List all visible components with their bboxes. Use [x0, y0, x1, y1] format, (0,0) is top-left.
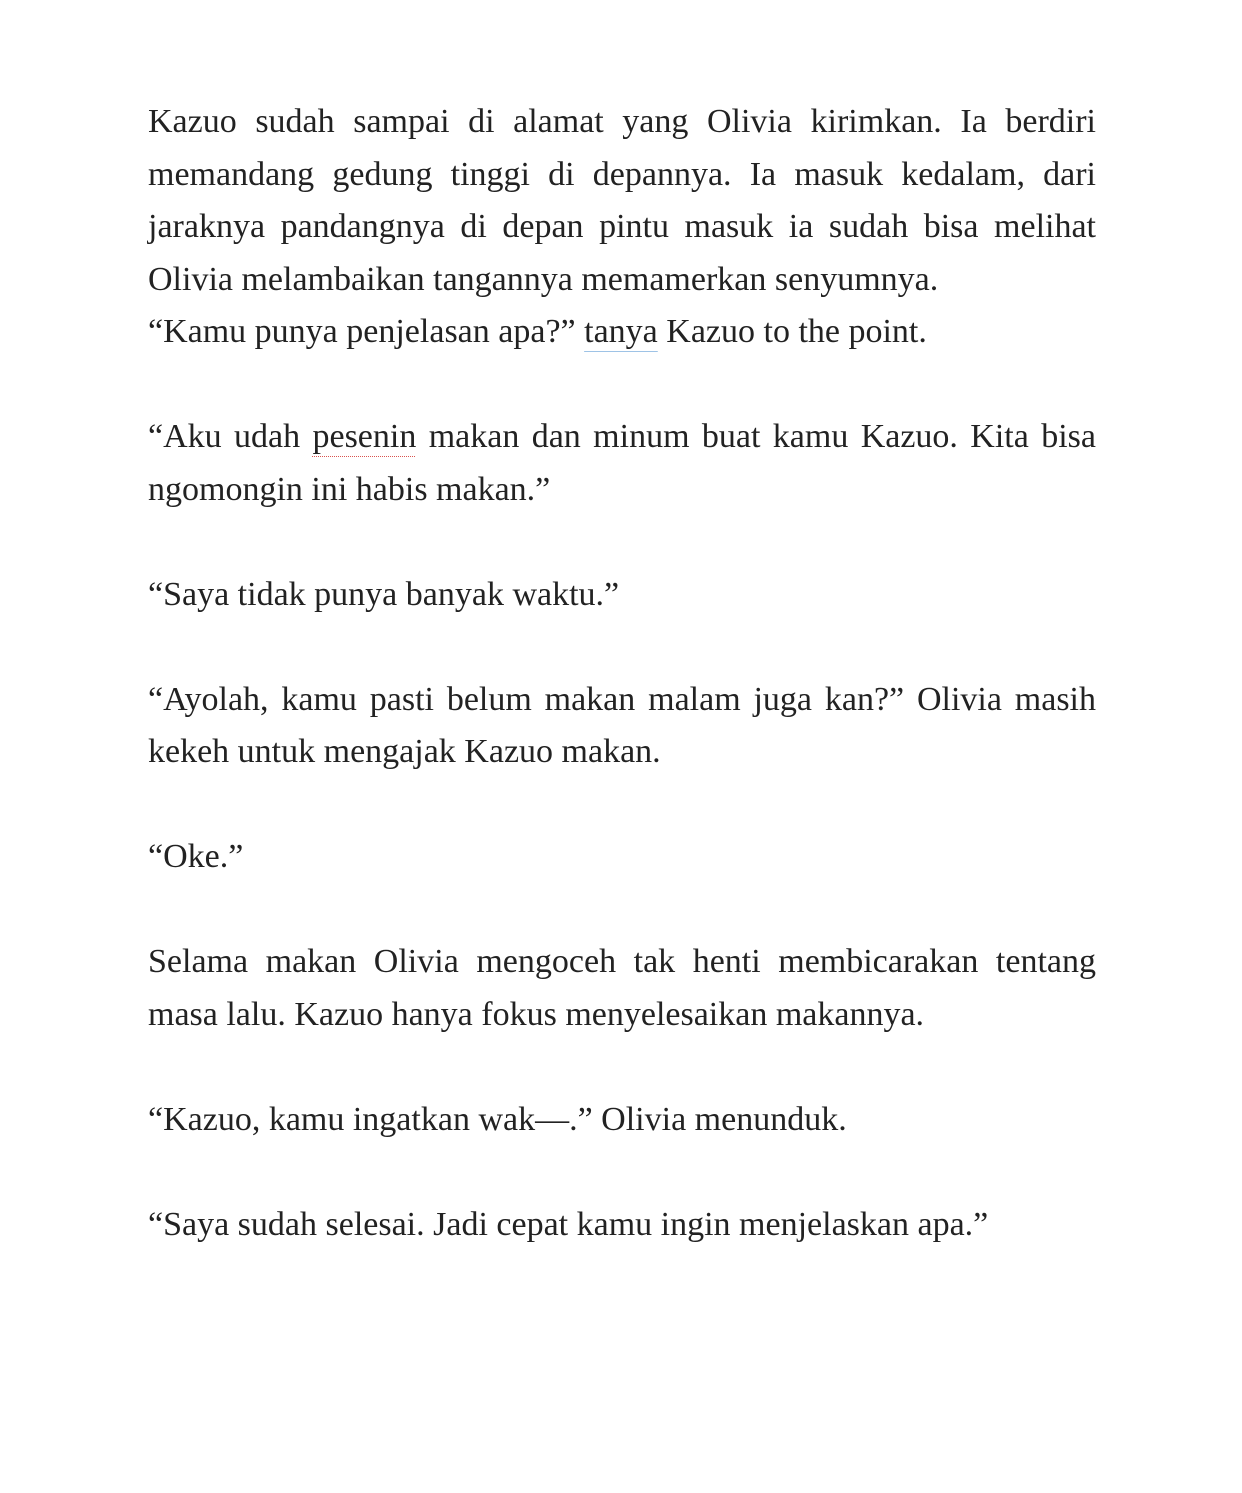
paragraph-arrival: Kazuo sudah sampai di alamat yang Olivia kirimkan. Ia berdiri memandang gedung tinggi di depannya. Ia masuk kedalam, dari jaraknya pandangnya di depan pintu masuk ia sudah bisa melihat Olivia melambaikan tangannya memamerkan senyumnya.	[148, 103, 1096, 298]
paragraph-order-food-end: makan dan minum buat kamu Kazuo. Kita bisa ngomongin ini habis makan.”	[148, 418, 1096, 508]
grammar-flagged-word[interactable]: tanya	[584, 313, 658, 350]
paragraph-order-food-start: “Aku udah	[148, 418, 313, 455]
paragraph-come-on: “Ayolah, kamu pasti belum makan malam juga kan?” Olivia masih kekeh untuk mengajak Kazuo makan.	[148, 680, 1096, 770]
paragraph-finished: “Saya sudah selesai. Jadi cepat kamu ingin menjelaskan apa.”	[148, 1205, 989, 1243]
paragraph-okay: “Oke.”	[148, 838, 244, 875]
paragraph-remember: “Kazuo, kamu ingatkan wak—.” Olivia menunduk.	[148, 1100, 847, 1138]
paragraph-question-start: “Kamu punya penjelasan apa?”	[148, 313, 585, 350]
spelling-flagged-word[interactable]: pesenin	[312, 418, 417, 455]
paragraph-order-food	[148, 411, 1096, 516]
paragraph-question-end: Kazuo to the point.	[657, 313, 927, 350]
paragraph-question	[148, 306, 1096, 359]
document-body	[148, 96, 1096, 1251]
paragraph-no-time: “Saya tidak punya banyak waktu.”	[148, 575, 620, 613]
paragraph-during-meal: Selama makan Olivia mengoceh tak henti membicarakan tentang masa lalu. Kazuo hanya fokus menyelesaikan makannya.	[148, 943, 1096, 1033]
